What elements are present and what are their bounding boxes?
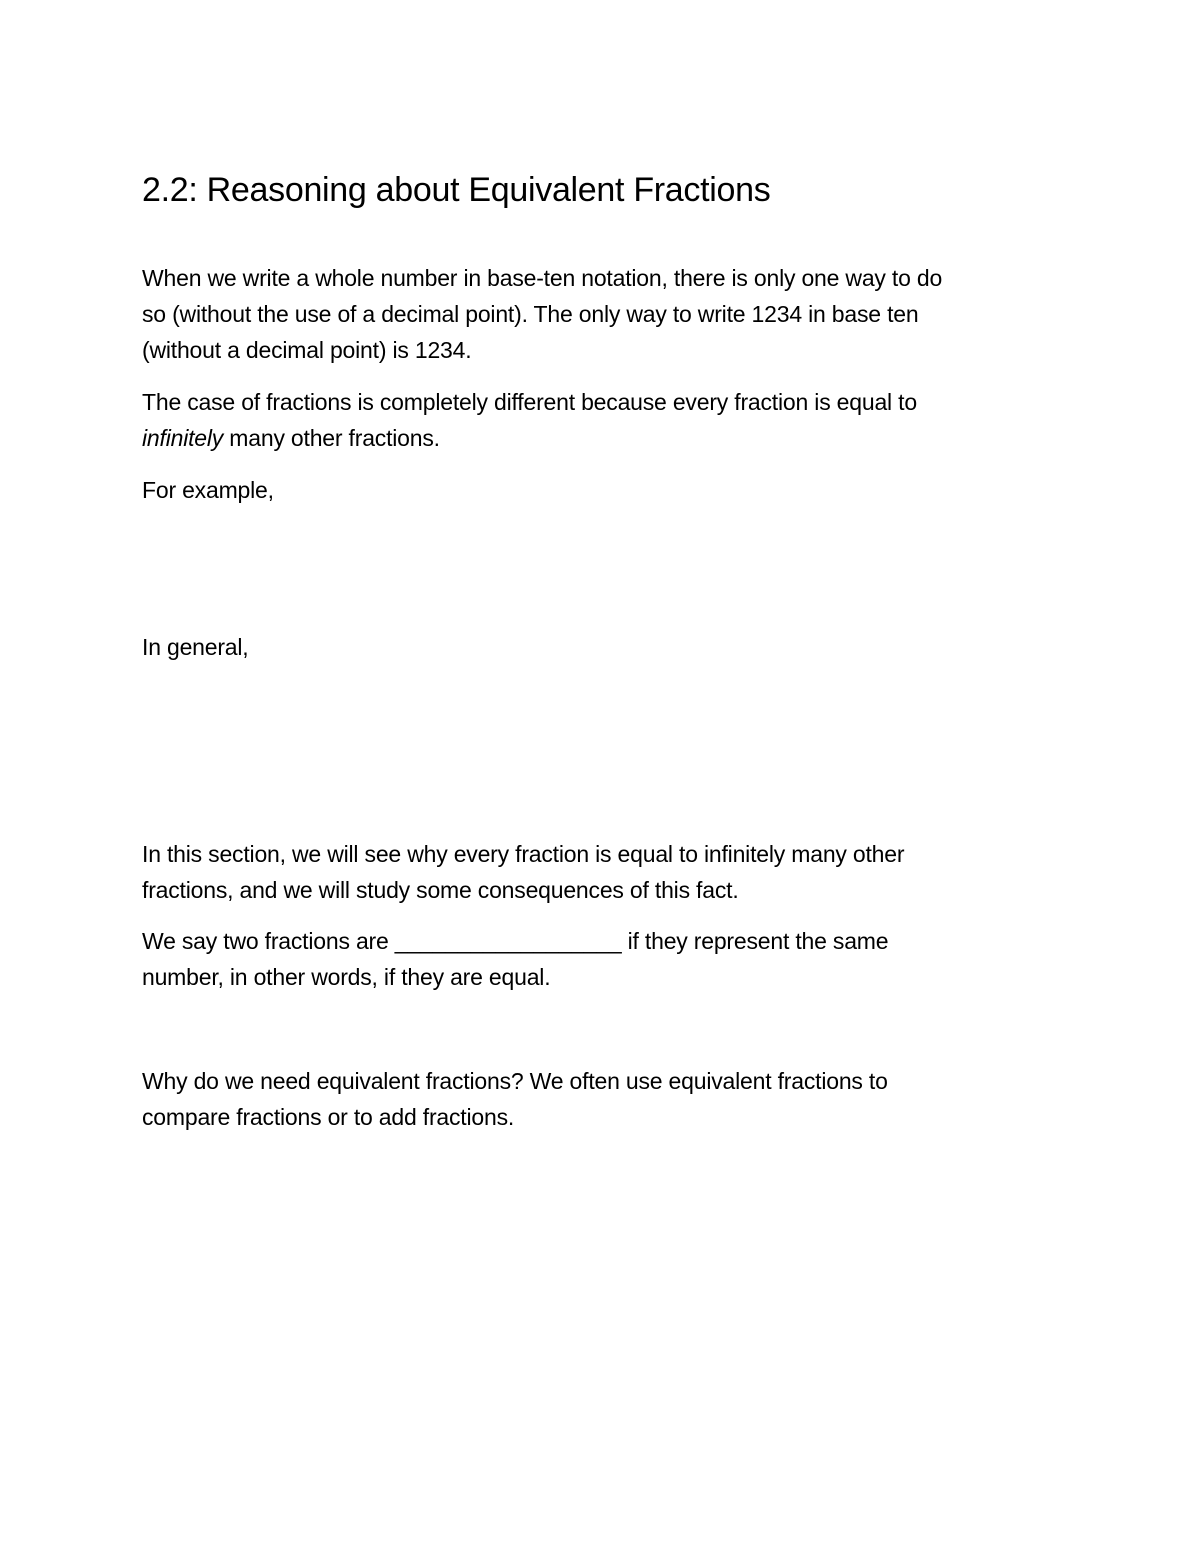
- paragraph-why-equivalent: [142, 1063, 888, 1135]
- paragraph-line: so (without the use of a decimal point). The only way to write 1234 in base ten: [142, 301, 919, 327]
- paragraph-line: [142, 420, 917, 456]
- paragraph-line: We say two fractions are __________________ if they represent the same: [142, 928, 889, 954]
- paragraph-line-rest: many other fractions.: [223, 425, 440, 451]
- paragraph-line: fractions, and we will study some consequences of this fact.: [142, 877, 739, 903]
- paragraph-in-general: In general,: [142, 634, 249, 660]
- paragraph-fractions-infinite: [142, 384, 917, 456]
- paragraph-line: When we write a whole number in base-ten notation, there is only one way to do: [142, 265, 943, 291]
- paragraph-line: number, in other words, if they are equal.: [142, 964, 551, 990]
- paragraph-base-ten: [142, 260, 942, 368]
- page-title: 2.2: Reasoning about Equivalent Fractions: [142, 171, 771, 209]
- paragraph-for-example: For example,: [142, 477, 274, 503]
- paragraph-line: compare fractions or to add fractions.: [142, 1104, 515, 1130]
- paragraph-this-section: [142, 836, 904, 908]
- paragraph-line: The case of fractions is completely different because every fraction is equal to: [142, 389, 917, 415]
- paragraph-line: (without a decimal point) is 1234.: [142, 337, 472, 363]
- paragraph-definition-blank: [142, 923, 888, 995]
- italic-infinitely: infinitely: [142, 425, 224, 451]
- paragraph-line: In this section, we will see why every fraction is equal to infinitely many other: [142, 841, 905, 867]
- paragraph-line: Why do we need equivalent fractions? We often use equivalent fractions to: [142, 1068, 888, 1094]
